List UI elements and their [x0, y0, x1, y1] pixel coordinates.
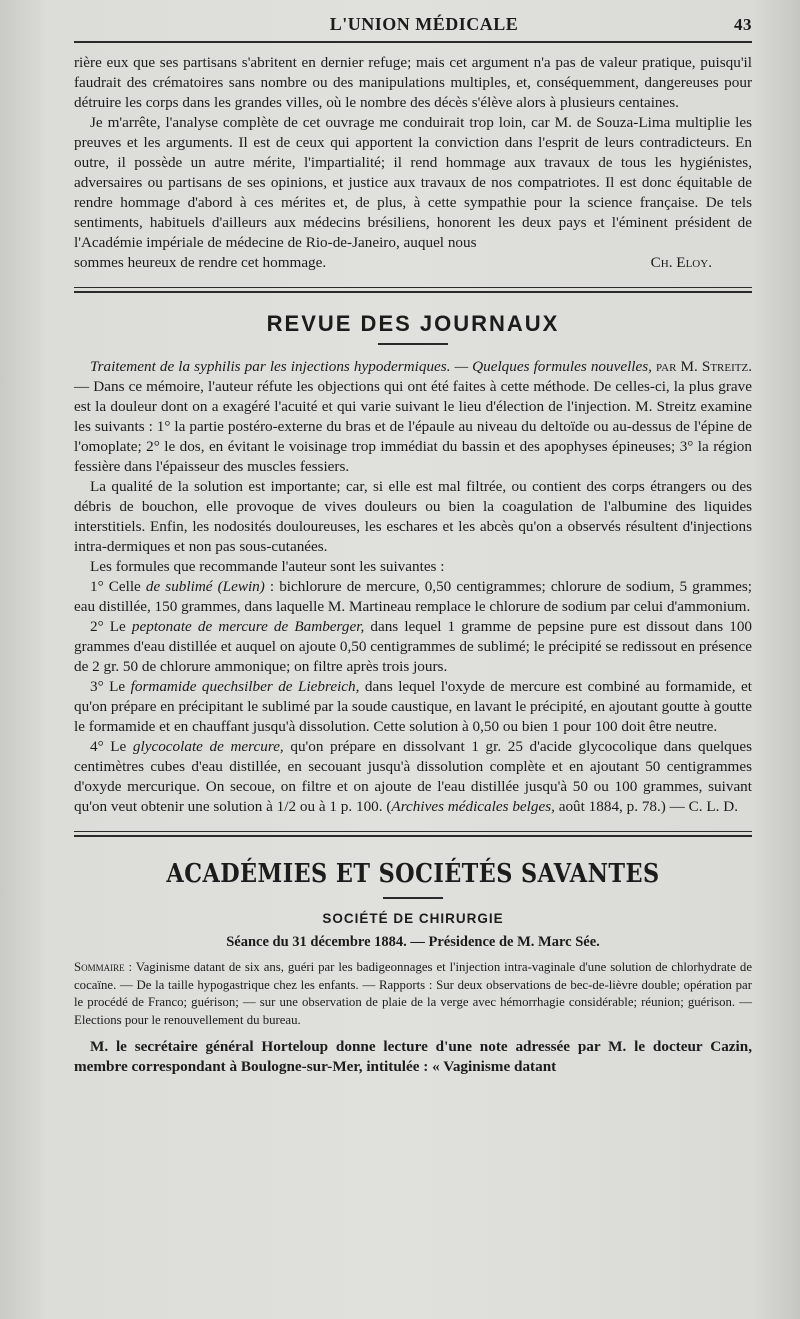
section-title-revue: REVUE DES JOURNAUX: [266, 311, 560, 336]
seance-line: Séance du 31 décembre 1884. — Présidence de M. Marc Sée.: [226, 934, 600, 950]
intro-paragraph-1: rière eux que ses partisans s'abritent en dernier refuge; mais cet argument n'a pas de valeur pratique, puisqu'il faudrait des crématoires sans nombre ou des manipulations multiples, et, conséquemment, dangereuses pour détruire les corps dans les grandes villes, où le nombre des décès s'élève alors à plusieurs centaines.: [74, 54, 752, 111]
formula-4-name: glycocolate de mercure,: [132, 738, 284, 755]
title-underline-academies: [383, 897, 443, 899]
revue-paragraph-3: Les formules que recommande l'auteur sont les suivantes :: [90, 558, 445, 575]
formula-3-name: formamide quechsilber de Liebreich,: [130, 678, 360, 695]
formula-4: [74, 737, 752, 817]
page-number: 43: [734, 15, 752, 34]
intro-paragraph-2: Je m'arrête, l'analyse complète de cet ouvrage me conduirait trop loin, car M. de Souza-Lima multiplie les preuves et les arguments. Il est de ceux qui apportent la conviction dans l'esprit de leurs contradicteurs. En outre, il possède un autre mérite, l'impartialité; il rend hommage aux travaux de tous les hygiénistes, adversaires ou partisans de ses opinions, et justice aux travaux de nos compatriotes. Il est donc équitable de rendre hommage d'abord à ces mérites et, de plus, à cette sympathie pour la science française. De tels sentiments, habituels d'ailleurs aux médecins brésiliens, honorent les deux pays et l'éminent président de l'Académie impériale de médecine de Rio-de-Janeiro, auquel nous: [74, 114, 752, 251]
section-divider-1: [74, 287, 752, 293]
formula-1-prefix: 1° Celle: [90, 578, 141, 595]
formula-2: [74, 617, 752, 677]
intro-closing-line: [74, 253, 752, 273]
sommaire: [74, 959, 752, 1029]
revue-lead-paragraph: [74, 357, 752, 477]
section-title-academies: ACADÉMIES ET SOCIÉTÉS SAVANTES: [166, 859, 660, 889]
society-name: SOCIÉTÉ DE CHIRURGIE: [322, 911, 504, 926]
formula-3: [74, 677, 752, 737]
formula-4-end: août 1884, p. 78.) — C. L. D.: [558, 798, 739, 815]
formula-4-prefix: 4° Le: [90, 738, 127, 755]
formula-2-text: dans lequel 1 gramme de pepsine pure est dissout dans 100 grammes d'eau distillée et auquel on ajoute 0,50 centigrammes de sublimé; le précipité se redissout en présence de 2 gr. 50 de chlorure ammonique; on filtre après trois jours.: [74, 618, 753, 675]
journal-title: L'UNION MÉDICALE: [329, 14, 519, 34]
formula-1-text: : bichlorure de mercure, 0,50 centigrammes; chlorure de sodium, 5 grammes; eau distillée, 150 grammes, dans laquelle M. Martineau remplace le chlorure de sodium par celui d'ammonium.: [74, 578, 753, 615]
formula-2-prefix: 2° Le: [90, 618, 126, 635]
formula-3-prefix: 3° Le: [90, 678, 126, 695]
running-header: [74, 14, 752, 41]
title-underline-revue: [378, 343, 448, 345]
article-body: — Dans ce mémoire, l'auteur réfute les objections qui ont été faites à cette méthode. De celles-ci, la plus grave est la douleur dont on a exagéré l'acuité et qui varie suivant le lieu d'élection de l'injection. M. Streitz examine les suivants : 1° la partie postéro-externe du bras et de l'épaule au niveau du deltoïde ou au-dessus de l'épine de l'omoplate; 2° le dos, en évitant le voisinage trop immédiat du bassin et des apophyses épineuses; 3° la région fessière dans l'épaisseur des muscles fessiers.: [74, 378, 752, 475]
academies-paragraph-1: M. le secrétaire général Horteloup donne lecture d'une note adressée par M. le docteur Cazin, membre correspondant à Boulogne-sur-Mer, intitulée : « Vaginisme datant: [74, 1038, 752, 1075]
formula-1: [74, 577, 752, 617]
sommaire-label: Sommaire :: [74, 960, 133, 974]
intro-closing-text: sommes heureux de rendre cet hommage.: [74, 254, 327, 271]
formula-4-text: qu'on prépare en dissolvant 1 gr. 25 d'acide glycocolique dans quelques centimètres cubes d'eau distillée, en secouant jusqu'à dissolution complète et en ajoutant 50 centigrammes d'oxyde mercurique. On secoue, on filtre et on ajoute de l'eau distillée jusqu'à 50 ou 100 grammes, suivant qu'on veut obtenir une solution à 1/2 ou à 1 p. 100. (: [74, 738, 753, 815]
article-author: par M. Streitz.: [656, 358, 753, 375]
sommaire-text: Vaginisme datant de six ans, guéri par les badigeonnages et l'injection intra-vaginale d'une solution de chlorhydrate de cocaïne. — De la taille hypogastrique chez les enfants. — Rapports : Sur deux observations de bec-de-lièvre double; opération par le procédé de Franco; guérison; — sur une observation de plaie de la verge avec hémorrhagie considérable; réunion; guérison. — Elections pour le renouvellement du bureau.: [74, 960, 752, 1027]
revue-paragraph-2: La qualité de la solution est importante; car, si elle est mal filtrée, ou contient des corps étrangers ou des débris de bouchon, elle provoque de vives douleurs ou bien la coagulation de l'albumine des liquides interstitiels. Enfin, les nodosités douloureuses, les eschares et les abcès qu'on a observés résultent d'injections intra-dermiques et non pas sous-cutanées.: [74, 478, 752, 555]
signature: Ch. Eloy.: [650, 254, 712, 271]
section-divider-2: [74, 831, 752, 837]
formula-3-text: dans lequel l'oxyde de mercure est combiné au formamide, et qu'on prépare en précipitant le sublimé par la soude caustique, en lavant le précipité, en ajoutant goutte à goutte le formamide et en chauffant jusqu'à dissolution. Cette solution à 0,50 ou bien 1 pour 100 doit être neutre.: [74, 678, 753, 735]
formula-2-name: peptonate de mercure de Bamberger,: [131, 618, 365, 635]
formula-1-name: de sublimé (Lewin): [145, 578, 265, 595]
formula-4-source: Archives médicales belges,: [391, 798, 555, 815]
article-title: Traitement de la syphilis par les injections hypodermiques. — Quelques formules nouvelles,: [90, 358, 652, 375]
